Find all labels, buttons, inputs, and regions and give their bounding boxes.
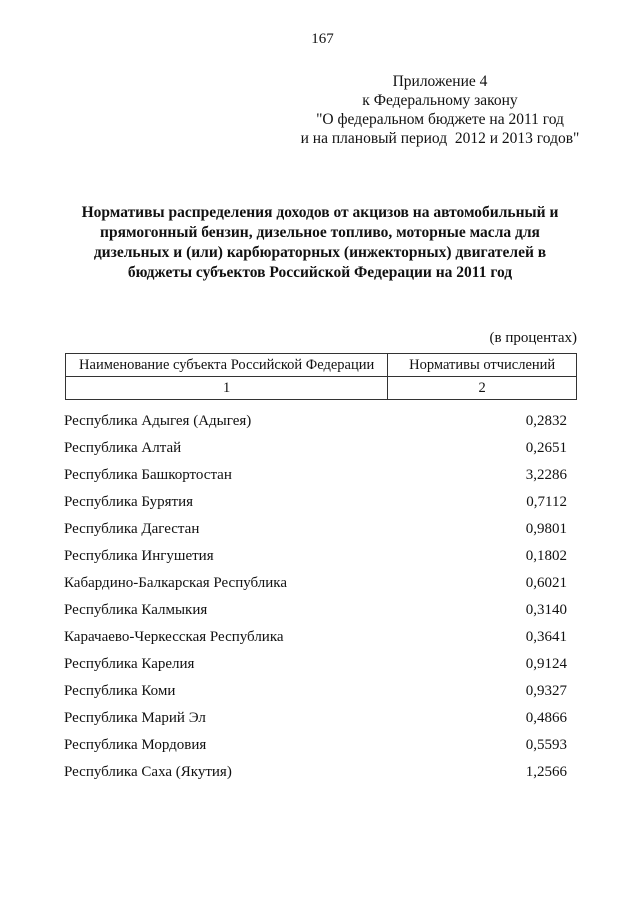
title-line: прямогонный бензин, дизельное топливо, моторные масла для <box>100 224 540 241</box>
table-row <box>0 494 640 521</box>
table-row <box>0 467 640 494</box>
table-row <box>0 629 640 656</box>
column-number-2: 2 <box>388 377 577 400</box>
table-header <box>65 353 577 400</box>
table-row <box>0 521 640 548</box>
appendix-line: к Федеральному закону <box>362 92 518 109</box>
norm-value: 0,7112 <box>526 494 567 510</box>
norm-value: 0,2832 <box>525 413 567 429</box>
table-row <box>0 413 640 440</box>
document-title <box>40 203 600 283</box>
appendix-reference <box>270 72 610 148</box>
title-line: дизельных и (или) карбюраторных (инжекторных) двигателей в <box>93 244 547 261</box>
table-row <box>0 440 640 467</box>
subject-name: Республика Башкортостан <box>64 467 232 483</box>
title-line: Нормативы распределения доходов от акцизов на автомобильный и <box>81 204 559 221</box>
page-number: 167 <box>311 31 334 47</box>
column-number-row <box>66 377 577 400</box>
norm-value: 0,9801 <box>525 521 567 537</box>
subject-name: Республика Калмыкия <box>64 602 208 618</box>
subject-name: Республика Адыгея (Адыгея) <box>64 413 252 429</box>
table-row <box>0 737 640 764</box>
appendix-line: "О федеральном бюджете на 2011 год <box>316 111 564 128</box>
norm-value: 0,9327 <box>525 683 567 699</box>
table-row <box>0 764 640 791</box>
table-row <box>0 683 640 710</box>
subject-name: Республика Ингушетия <box>64 548 214 564</box>
norm-value: 0,4866 <box>525 710 567 726</box>
subject-name: Республика Саха (Якутия) <box>64 764 232 780</box>
subject-name: Республика Марий Эл <box>64 710 206 726</box>
table-row <box>0 602 640 629</box>
table-body <box>0 413 640 791</box>
units-label: (в процентах) <box>489 330 577 346</box>
title-line: бюджеты субъектов Российской Федерации на 2011 год <box>127 264 513 281</box>
appendix-line: Приложение 4 <box>392 73 488 90</box>
norm-value: 0,3140 <box>525 602 567 618</box>
header-subject-name: Наименование субъекта Российской Федерации <box>66 354 388 377</box>
norm-value: 0,9124 <box>525 656 567 672</box>
subject-name: Республика Мордовия <box>64 737 207 753</box>
norm-value: 0,3641 <box>525 629 567 645</box>
subject-name: Карачаево-Черкесская Республика <box>64 629 284 645</box>
subject-name: Республика Коми <box>64 683 176 699</box>
norm-value: 0,6021 <box>525 575 567 591</box>
norm-value: 0,1802 <box>525 548 567 564</box>
column-number-1: 1 <box>66 377 388 400</box>
table-row <box>0 656 640 683</box>
norm-value: 3,2286 <box>525 467 567 483</box>
appendix-line: и на плановый период 2012 и 2013 годов" <box>300 130 580 147</box>
subject-name: Республика Дагестан <box>64 521 200 537</box>
header-norms: Нормативы отчислений <box>388 354 577 377</box>
subject-name: Республика Бурятия <box>64 494 194 510</box>
norm-value: 0,5593 <box>525 737 567 753</box>
header-row <box>66 354 577 377</box>
subject-name: Республика Алтай <box>64 440 182 456</box>
table-row <box>0 710 640 737</box>
table-row <box>0 575 640 602</box>
norm-value: 1,2566 <box>525 764 567 780</box>
subject-name: Кабардино-Балкарская Республика <box>64 575 288 591</box>
table-row <box>0 548 640 575</box>
norm-value: 0,2651 <box>525 440 567 456</box>
subject-name: Республика Карелия <box>64 656 195 672</box>
